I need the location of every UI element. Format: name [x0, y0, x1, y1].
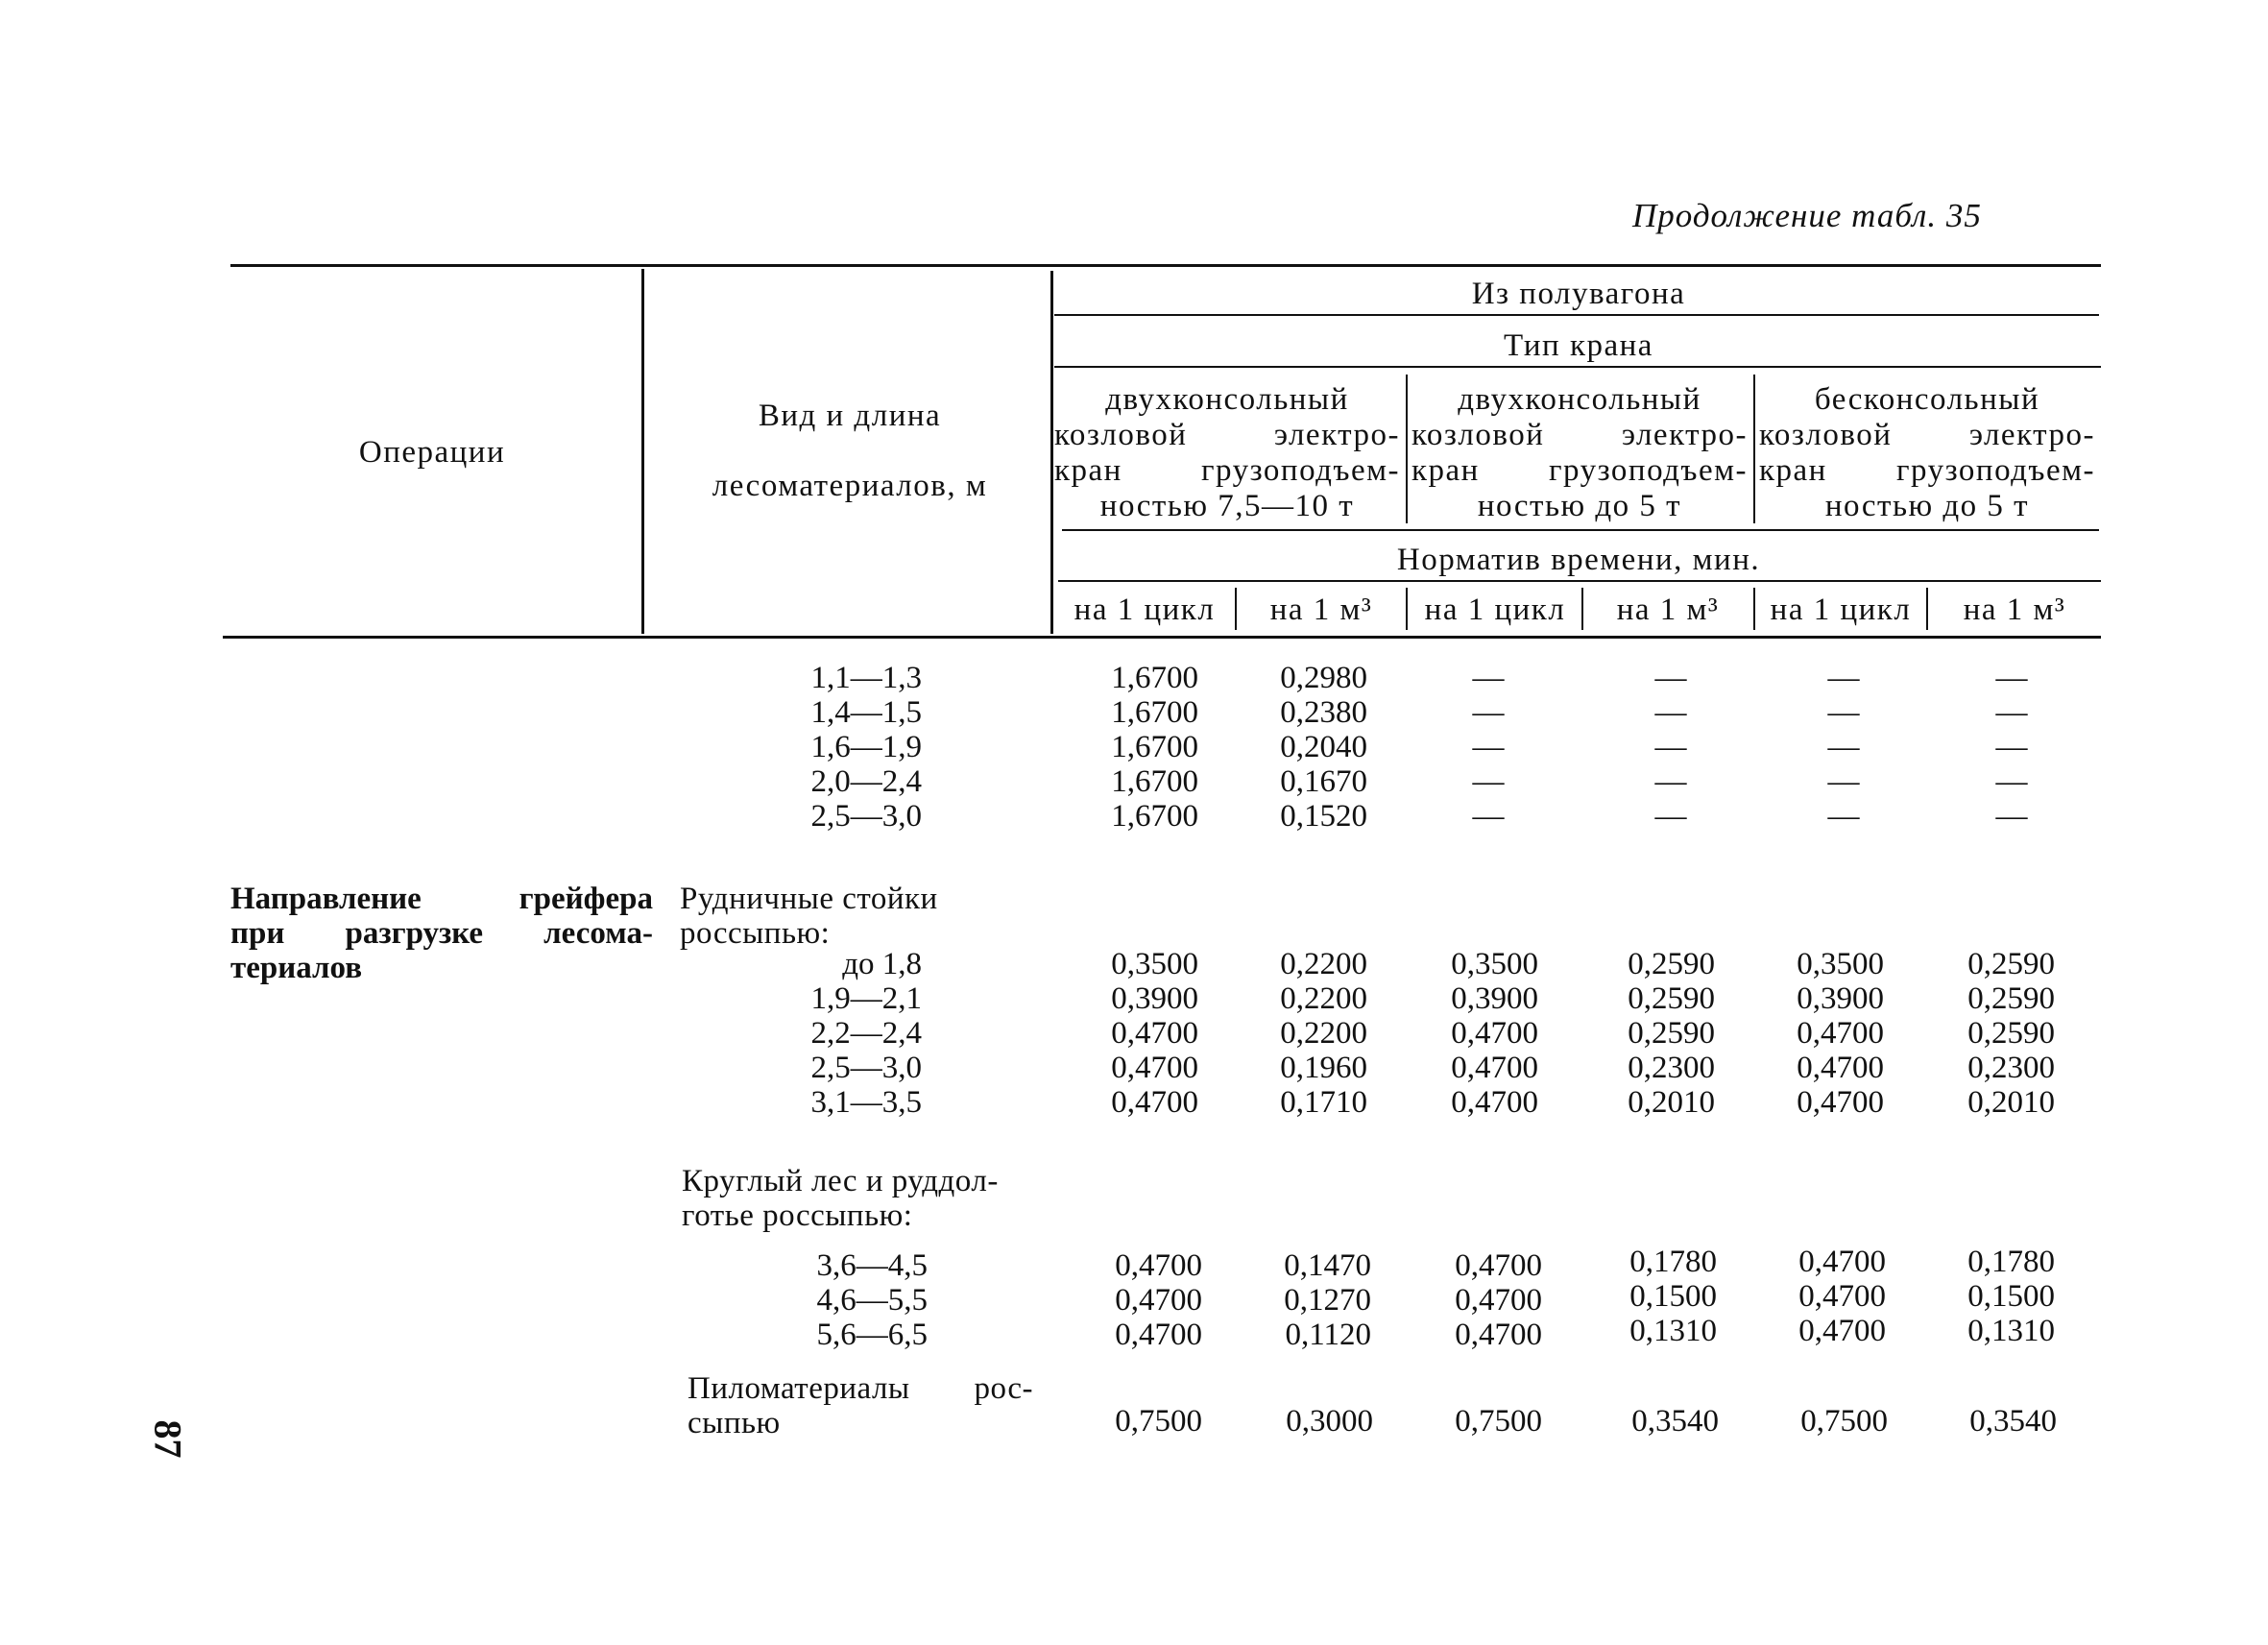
rule-under-norm [1058, 580, 2101, 582]
value: 0,3000 [1286, 1404, 1373, 1439]
value: — [1995, 730, 2028, 764]
crane2-line1: двухконсольный [1458, 382, 1701, 417]
crane1-line3: кран грузоподъем- [1054, 453, 1400, 488]
range: до 1,8 [842, 947, 922, 981]
crane2-line2: козловой электро- [1411, 418, 1748, 452]
value: 0,4700 [1111, 1051, 1198, 1085]
value: 0,3500 [1797, 947, 1884, 981]
col-type-line2: лесоматериалов, м [712, 469, 988, 503]
value: 0,4700 [1455, 1248, 1542, 1283]
value: — [1995, 764, 2028, 799]
value: 1,6700 [1111, 730, 1198, 764]
value: — [1827, 799, 1860, 834]
group3-title-line2: сыпью [688, 1406, 781, 1440]
vrule-ops [641, 269, 644, 634]
value: 0,4700 [1451, 1016, 1538, 1051]
value: 0,2590 [1628, 1016, 1715, 1051]
value: 0,2380 [1280, 695, 1367, 730]
value: — [1654, 695, 1687, 730]
value: 1,6700 [1111, 764, 1198, 799]
value: 0,1470 [1284, 1248, 1371, 1283]
value: 0,2010 [1967, 1085, 2055, 1120]
value: 0,7500 [1115, 1404, 1202, 1439]
value: 1,6700 [1111, 695, 1198, 730]
top-rule [230, 264, 2101, 267]
value: 0,1710 [1280, 1085, 1367, 1120]
value: 0,1310 [1629, 1314, 1717, 1348]
value: — [1654, 661, 1687, 695]
value: 0,2590 [1967, 981, 2055, 1016]
value: — [1827, 661, 1860, 695]
vrule-crane23 [1753, 375, 1755, 523]
range: 1,4—1,5 [810, 695, 922, 730]
value: — [1472, 661, 1505, 695]
value: 0,3500 [1451, 947, 1538, 981]
range: 2,2—2,4 [810, 1016, 922, 1051]
value: 0,7500 [1800, 1404, 1888, 1439]
h-cycle-2: на 1 цикл [1424, 593, 1566, 627]
value: 0,2300 [1628, 1051, 1715, 1085]
value: — [1995, 799, 2028, 834]
table-caption: Продолжение табл. 35 [1632, 197, 1982, 234]
vrule-crane12 [1406, 375, 1408, 523]
value: 0,1500 [1629, 1279, 1717, 1314]
crane3-line2: козловой электро- [1759, 418, 2095, 452]
value: — [1472, 799, 1505, 834]
value: 0,4700 [1798, 1314, 1886, 1348]
value: 0,3500 [1111, 947, 1198, 981]
value: 0,4700 [1797, 1085, 1884, 1120]
range: 3,1—3,5 [810, 1085, 922, 1120]
range: 3,6—4,5 [816, 1248, 928, 1283]
value: 0,2980 [1280, 661, 1367, 695]
range: 5,6—6,5 [816, 1318, 928, 1352]
value: 0,1520 [1280, 799, 1367, 834]
page-number: 87 [146, 1419, 190, 1459]
operation-line2: при разгрузке лесома- [230, 916, 653, 951]
value: 0,4700 [1115, 1248, 1202, 1283]
rule-under-crane-type [1054, 366, 2101, 368]
range: 1,9—2,1 [810, 981, 922, 1016]
value: 0,3900 [1111, 981, 1198, 1016]
value: 0,2200 [1280, 981, 1367, 1016]
value: 0,1500 [1967, 1279, 2055, 1314]
group3-title [688, 1371, 1033, 1440]
crane1-line4: ностью 7,5—10 т [1099, 489, 1355, 523]
value: — [1827, 730, 1860, 764]
value: — [1827, 764, 1860, 799]
group1-title-line2: россыпью: [680, 916, 831, 951]
range: 4,6—5,5 [816, 1283, 928, 1318]
range: 2,5—3,0 [810, 1051, 922, 1085]
h-cycle-3: на 1 цикл [1770, 593, 1912, 627]
crane3-line4: ностью до 5 т [1824, 489, 2030, 523]
crane2-line4: ностью до 5 т [1477, 489, 1682, 523]
value: 1,6700 [1111, 799, 1198, 834]
value: — [1654, 730, 1687, 764]
operation-line1: Направление грейфера [230, 882, 653, 916]
value: 0,4700 [1797, 1016, 1884, 1051]
group1-title [680, 882, 1083, 951]
value: 0,1780 [1629, 1245, 1717, 1279]
value: 0,2200 [1280, 947, 1367, 981]
value: — [1827, 695, 1860, 730]
value: — [1995, 661, 2028, 695]
value: — [1995, 695, 2028, 730]
group2-title [682, 1164, 1085, 1233]
value: 0,4700 [1797, 1051, 1884, 1085]
value: 0,4700 [1455, 1283, 1542, 1318]
vsep-4 [1753, 588, 1755, 630]
crane2-line3: кран грузоподъем- [1411, 453, 1748, 488]
vsep-2 [1406, 588, 1408, 630]
h-m3-1: на 1 м³ [1269, 593, 1373, 627]
value: 1,6700 [1111, 661, 1198, 695]
vsep-3 [1581, 588, 1583, 630]
h-m3-3: на 1 м³ [1963, 593, 2066, 627]
crane1-desc [1054, 382, 1400, 524]
value: 0,2040 [1280, 730, 1367, 764]
rule-under-from-wagon [1054, 314, 2099, 316]
value: 0,4700 [1111, 1085, 1198, 1120]
value: — [1654, 799, 1687, 834]
value: — [1654, 764, 1687, 799]
value: 0,2010 [1628, 1085, 1715, 1120]
value: 0,1780 [1967, 1245, 2055, 1279]
value: 0,1270 [1284, 1283, 1371, 1318]
value: 0,4700 [1115, 1283, 1202, 1318]
range: 2,5—3,0 [810, 799, 922, 834]
operation-name [230, 882, 653, 985]
range: 1,6—1,9 [810, 730, 922, 764]
h-m3-2: на 1 м³ [1616, 593, 1720, 627]
value: 0,2300 [1967, 1051, 2055, 1085]
crane-type: Тип крана [1504, 328, 1653, 363]
from-wagon: Из полувагона [1471, 277, 1686, 311]
range: 2,0—2,4 [810, 764, 922, 799]
vsep-5 [1926, 588, 1928, 630]
col-type-line1: Вид и длина [758, 399, 942, 433]
crane1-line2: козловой электро- [1054, 418, 1400, 452]
value: 0,1310 [1967, 1314, 2055, 1348]
crane3-line3: кран грузоподъем- [1759, 453, 2095, 488]
vrule-type [1050, 271, 1053, 634]
group2-title-line2: готье россыпью: [682, 1198, 913, 1233]
value: 0,2590 [1628, 981, 1715, 1016]
value: 0,2590 [1967, 1016, 2055, 1051]
rule-under-cranes [1062, 529, 2099, 531]
value: 0,4700 [1451, 1051, 1538, 1085]
value: 0,7500 [1455, 1404, 1542, 1439]
value: 0,1960 [1280, 1051, 1367, 1085]
h-cycle-1: на 1 цикл [1074, 593, 1216, 627]
norm-time: Норматив времени, мин. [1396, 543, 1761, 577]
value: 0,4700 [1798, 1245, 1886, 1279]
value: 0,2590 [1628, 947, 1715, 981]
value: 0,4700 [1451, 1085, 1538, 1120]
value: 0,1120 [1285, 1318, 1371, 1352]
value: 0,2200 [1280, 1016, 1367, 1051]
crane2-desc [1411, 382, 1748, 524]
crane3-line1: бесконсольный [1814, 382, 2040, 417]
operation-line3: териалов [230, 951, 363, 985]
crane3-desc [1759, 382, 2095, 524]
value: 0,3540 [1631, 1404, 1719, 1439]
value: — [1472, 695, 1505, 730]
vsep-1 [1235, 588, 1237, 630]
col-operations: Операции [358, 435, 506, 470]
value: 0,3900 [1451, 981, 1538, 1016]
value: 0,3900 [1797, 981, 1884, 1016]
value: — [1472, 764, 1505, 799]
value: 0,4700 [1455, 1318, 1542, 1352]
group3-title-line1: Пиломатериалы рос- [688, 1371, 1033, 1406]
value: 0,2590 [1967, 947, 2055, 981]
header-bottom-rule [223, 636, 2101, 639]
value: 0,4700 [1111, 1016, 1198, 1051]
value: 0,4700 [1115, 1318, 1202, 1352]
value: 0,3540 [1969, 1404, 2057, 1439]
value: 0,4700 [1798, 1279, 1886, 1314]
group1-title-line1: Рудничные стойки [680, 882, 938, 916]
crane1-line1: двухконсольный [1105, 382, 1349, 417]
group2-title-line1: Круглый лес и руддол- [682, 1164, 999, 1198]
value: — [1472, 730, 1505, 764]
range: 1,1—1,3 [810, 661, 922, 695]
value: 0,1670 [1280, 764, 1367, 799]
